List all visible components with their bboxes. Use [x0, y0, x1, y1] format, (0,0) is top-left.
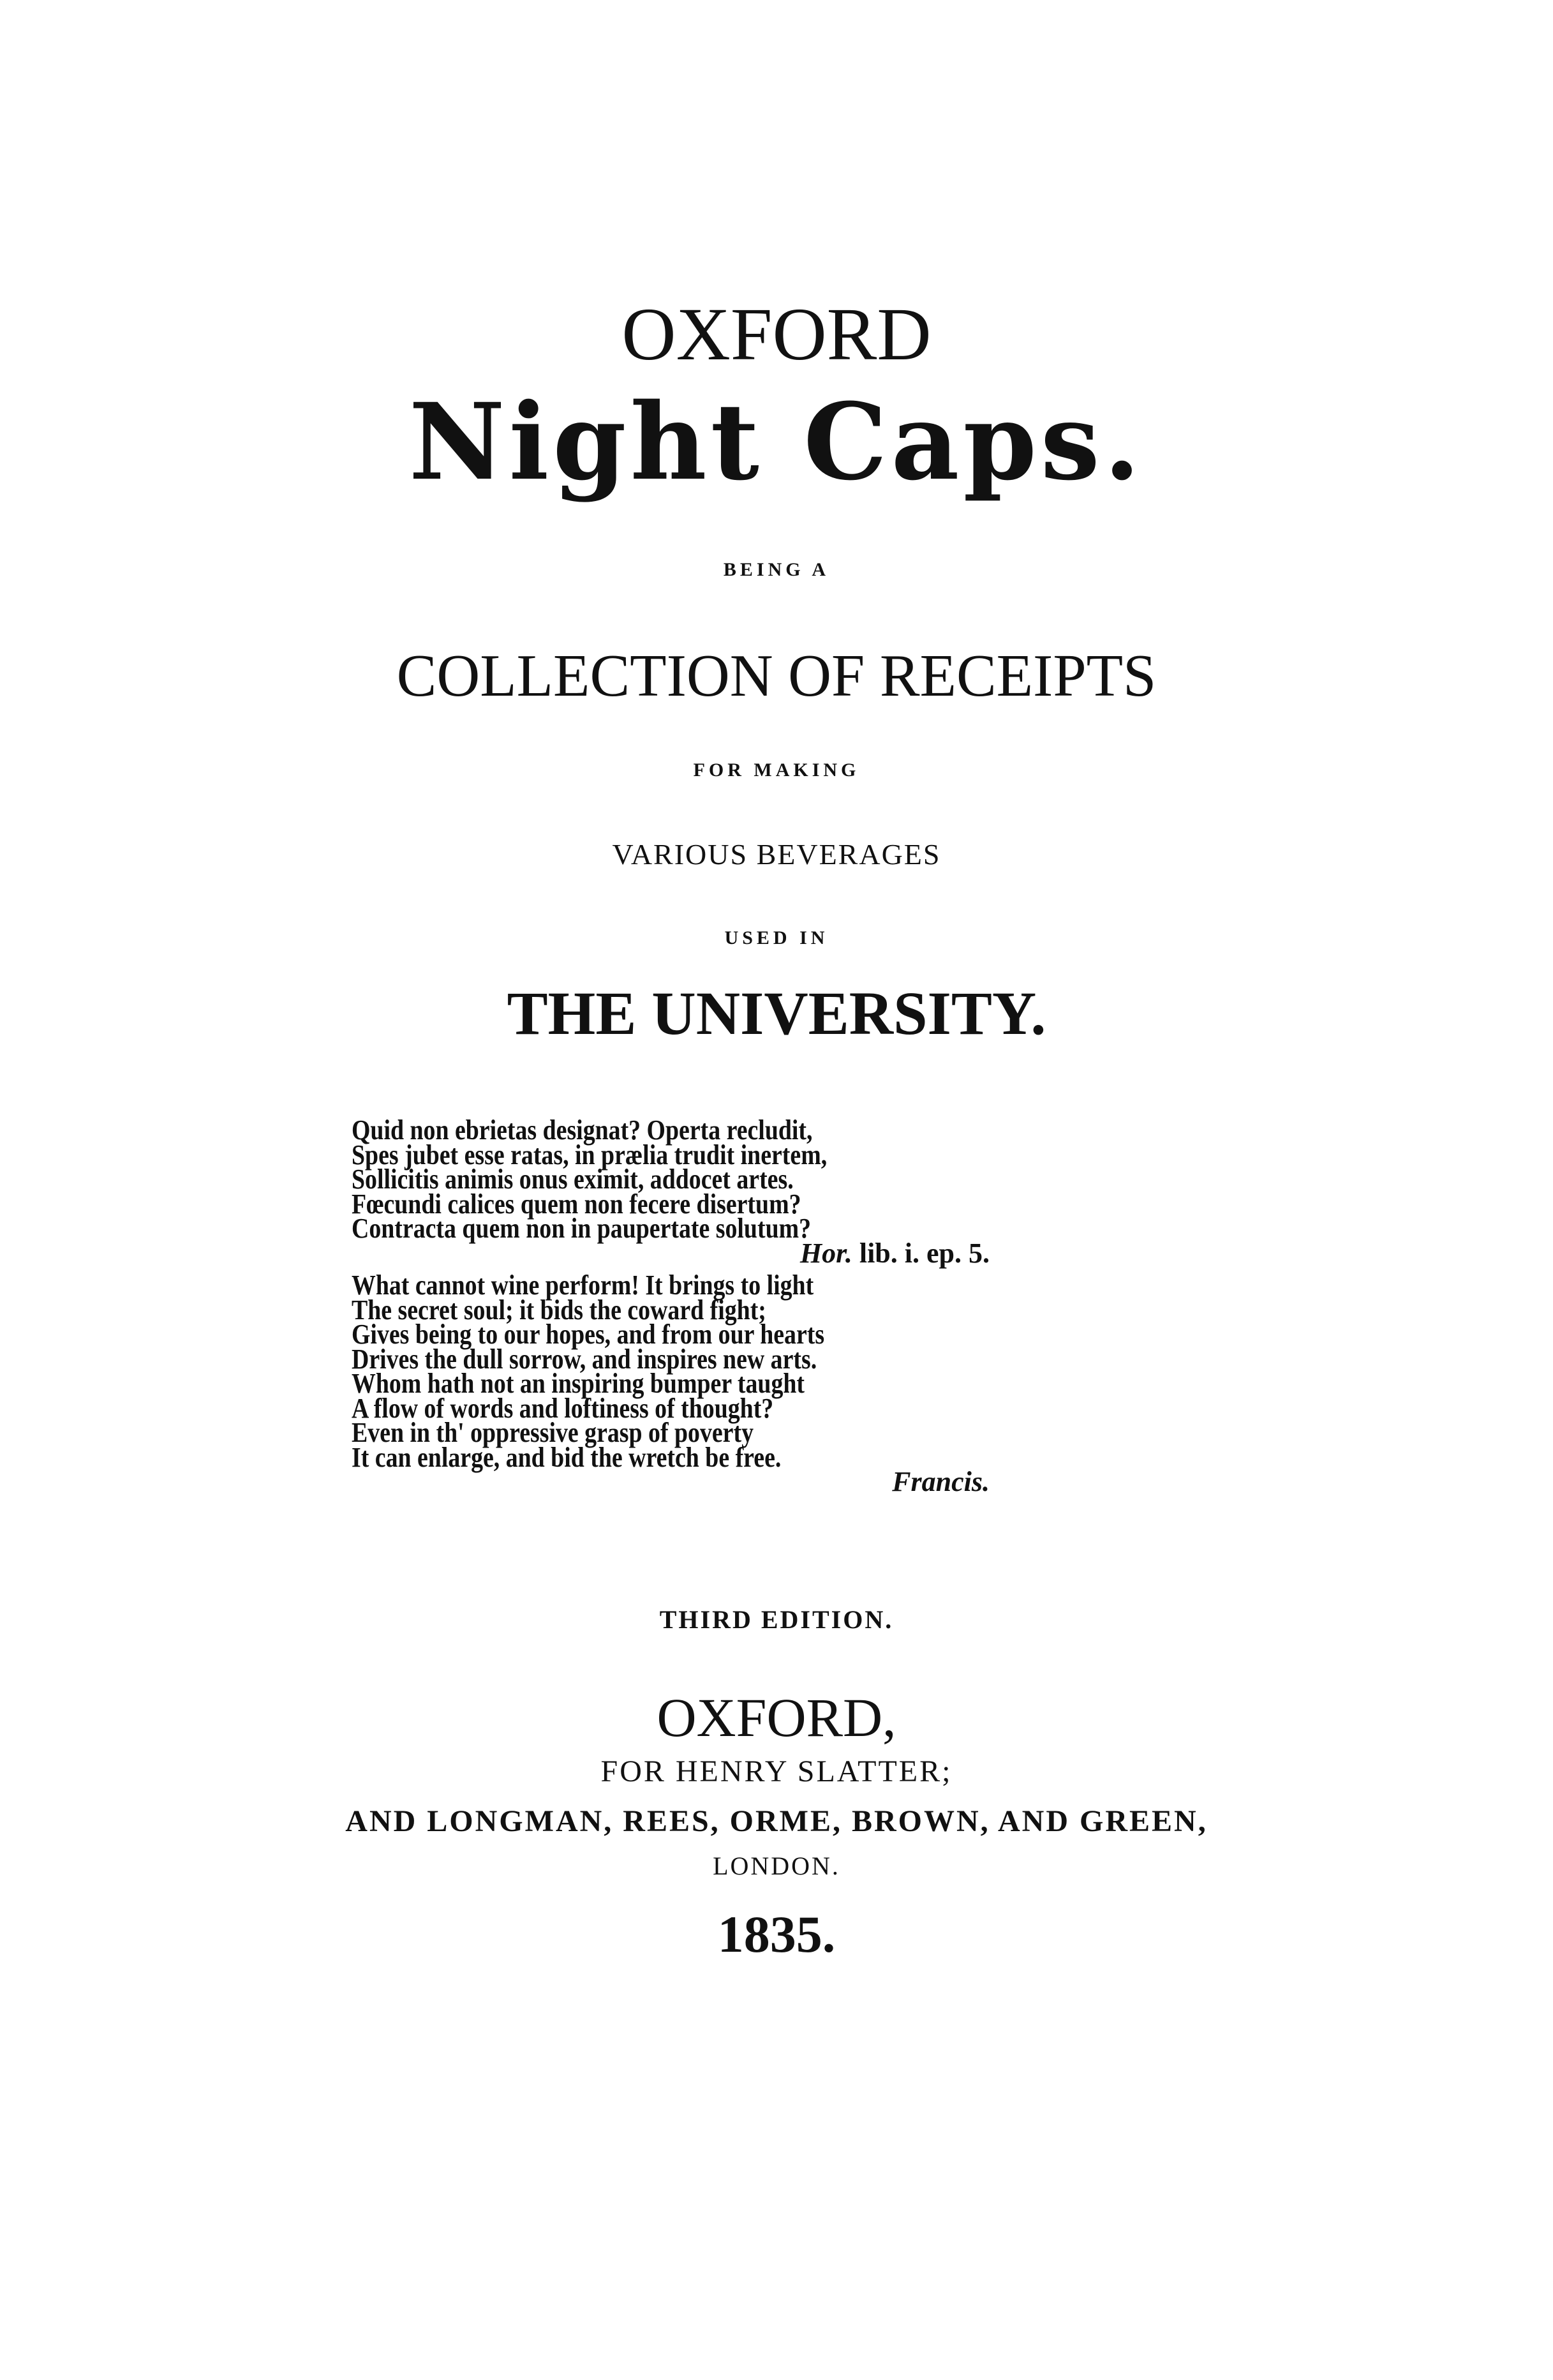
- verse-line: It can enlarge, and bid the wretch be free.: [352, 1441, 782, 1473]
- title: OXFORD: [621, 292, 932, 376]
- english-attribution: Francis.: [892, 1466, 990, 1497]
- imprint-year: 1835.: [717, 1905, 836, 1963]
- edition: THIRD EDITION.: [659, 1605, 894, 1634]
- verse-line: Spes jubet esse ratas, in prælia trudit inertem,: [352, 1139, 828, 1171]
- latin-attribution: [352, 1237, 990, 1269]
- verse-line: Gives being to our hopes, and from our hearts: [352, 1319, 825, 1350]
- verse-line: Contracta quem non in paupertate solutum?: [352, 1213, 812, 1244]
- verse-line: Quid non ebrietas designat? Operta recludit,: [352, 1114, 813, 1146]
- verse-line: What cannot wine perform! It brings to light: [352, 1269, 814, 1301]
- verse-line: Fœcundi calices quem non fecere disertum?: [352, 1188, 801, 1220]
- for-making: FOR MAKING: [693, 760, 860, 781]
- english-epigraph: [352, 1269, 990, 1497]
- verse-line: Sollicitis animis onus eximit, addocet artes.: [352, 1164, 794, 1195]
- latin-epigraph: [352, 1114, 990, 1269]
- university-heading: THE UNIVERSITY.: [507, 979, 1046, 1047]
- verse-line: Even in th' oppressive grasp of poverty: [352, 1417, 754, 1448]
- imprint-city: OXFORD,: [657, 1687, 896, 1748]
- used-in: USED IN: [724, 927, 829, 948]
- imprint-publisher-2: AND LONGMAN, REES, ORME, BROWN, AND GREEN,: [345, 1804, 1208, 1838]
- verse-line: Drives the dull sorrow, and inspires new arts.: [352, 1343, 817, 1375]
- collection-heading: COLLECTION OF RECEIPTS: [396, 643, 1157, 709]
- attribution-author: Hor.: [799, 1237, 852, 1269]
- imprint-city-2: LONDON.: [713, 1852, 840, 1880]
- blackletter-subtitle: Night Caps.: [408, 380, 1145, 504]
- imprint-publisher-1: FOR HENRY SLATTER;: [600, 1755, 953, 1788]
- beverages-heading: VARIOUS BEVERAGES: [612, 838, 941, 871]
- attribution-ref: lib. i. ep. 5.: [859, 1237, 990, 1269]
- verse-line: The secret soul; it bids the coward fight;: [352, 1294, 766, 1326]
- being-a: BEING A: [723, 559, 830, 580]
- verse-line: Whom hath not an inspiring bumper taught: [352, 1368, 805, 1399]
- epigraphs: [352, 1114, 990, 1497]
- verse-line: A flow of words and loftiness of thought?: [352, 1392, 774, 1424]
